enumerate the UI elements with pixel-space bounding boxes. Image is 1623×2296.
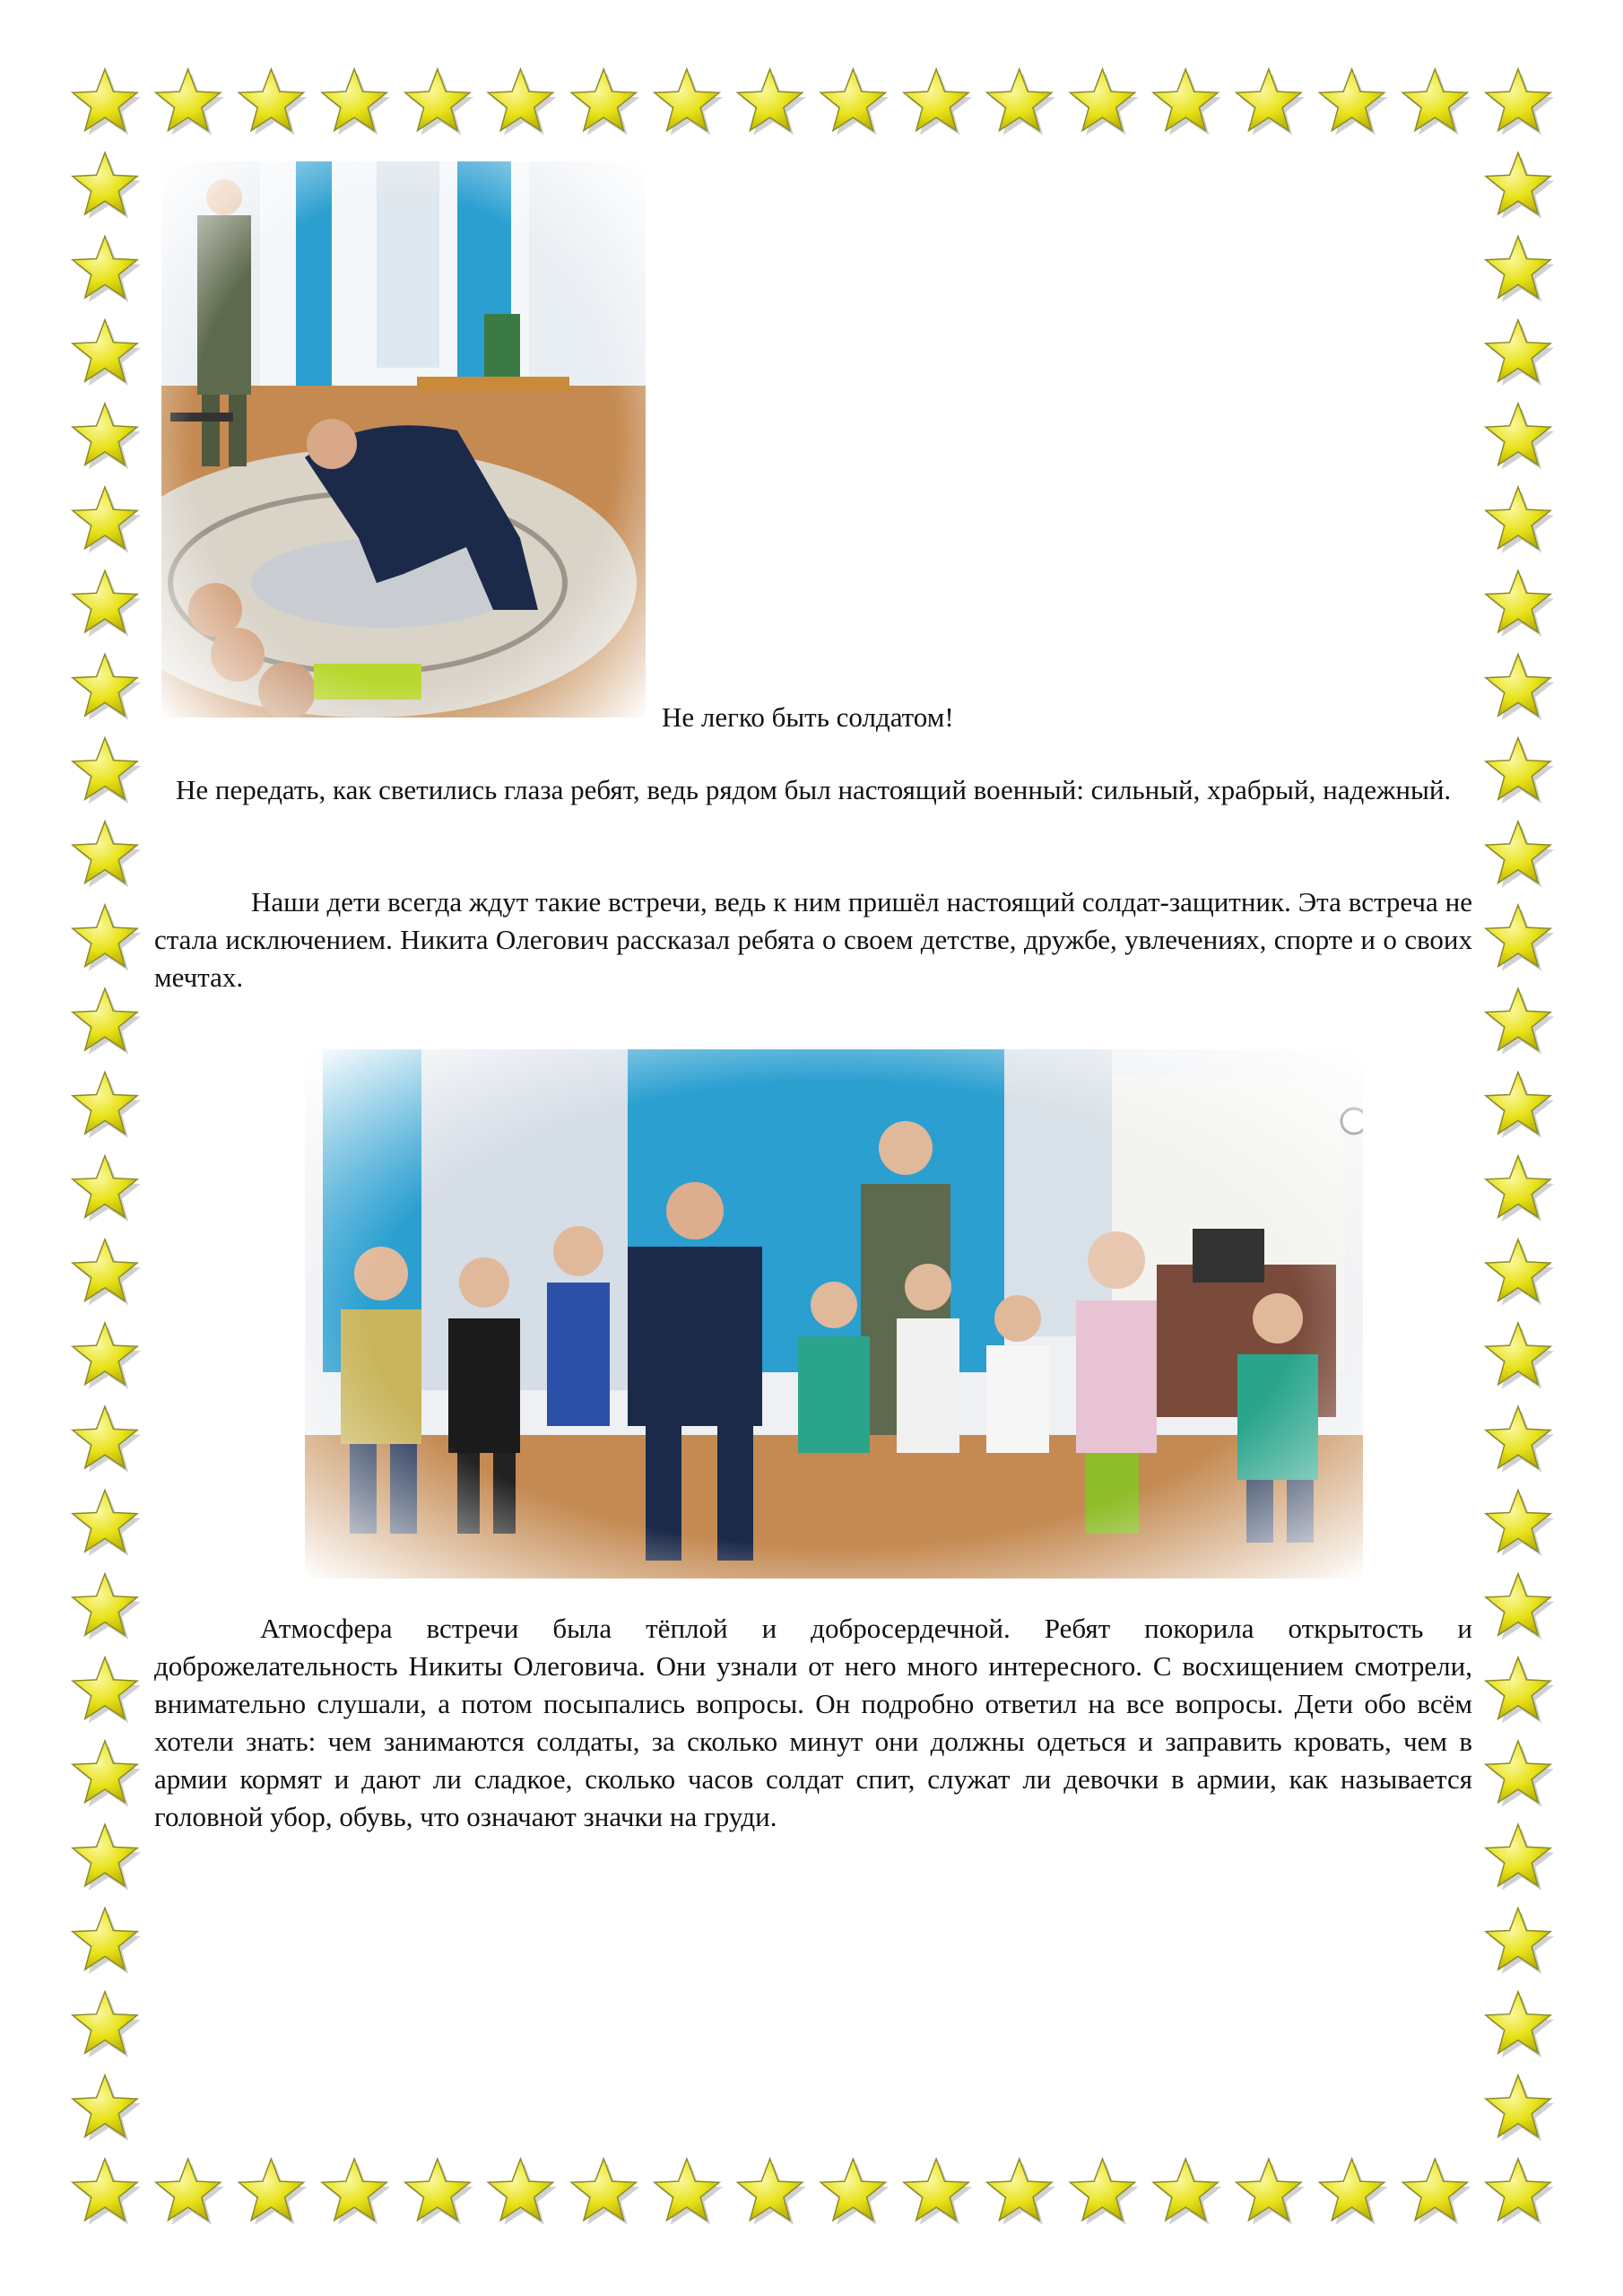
photo-group: [305, 1049, 1363, 1578]
paragraph-atmosphere: Атмосфера встречи была тёплой и добросердечной. Ребят покорила открытость и доброжелательность Никиты Олеговича. Они узнали от него много интересного. С восхищением смотрели, внимательно слушали, а потом посыпались вопросы. Он подробно ответил на все вопросы. Дети обо всём хотели знать: чем занимаются солдаты, за сколько минут они должны одеться и заправить кровать, чем в армии кормят и дают ли сладкое, сколько часов солдат спит, служат ли девочки в армии, как называется головной убор, обувь, что означают значки на груди.: [154, 1613, 1472, 1832]
paragraph-meeting: Наши дети всегда ждут такие встречи, ведь к ним пришёл настоящий солдат-защитник. Эта встреча не стала исключением. Никита Олегович рассказал ребята о своем детстве, дружбе, увлечениях, спорте и о своих мечтах.: [154, 886, 1472, 993]
photo-caption: Не легко быть солдатом!: [662, 701, 954, 733]
paragraph-intro: Не передать, как светились глаза ребят, ведь рядом был настоящий военный: сильный, храбрый, надежный.: [176, 774, 1452, 805]
photo-first-aid: [161, 161, 646, 718]
